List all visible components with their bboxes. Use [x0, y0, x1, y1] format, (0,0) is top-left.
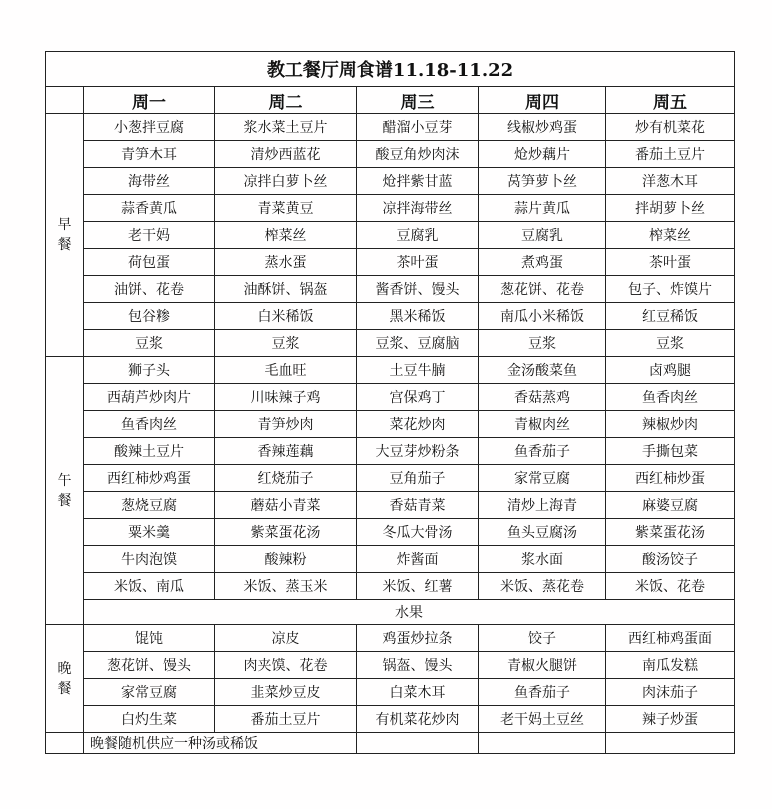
- day-header-row: [46, 87, 735, 114]
- menu-item: 酸辣粉: [215, 546, 357, 573]
- menu-item: 锅盔、馒头: [357, 652, 479, 679]
- menu-item: 煮鸡蛋: [479, 249, 606, 276]
- menu-item: 肉沫茄子: [606, 679, 735, 706]
- menu-item: 红豆稀饭: [606, 303, 735, 330]
- lunch-row: [46, 573, 735, 600]
- day-header-thu: 周四: [479, 87, 606, 114]
- menu-item: 鱼香肉丝: [606, 384, 735, 411]
- menu-item: 老干妈: [84, 222, 215, 249]
- breakfast-row: [46, 222, 735, 249]
- lunch-row: [46, 357, 735, 384]
- menu-item: 冬瓜大骨汤: [357, 519, 479, 546]
- breakfast-label-char: 早: [57, 217, 72, 233]
- footnote-empty-cell: [357, 733, 479, 754]
- menu-item: 麻婆豆腐: [606, 492, 735, 519]
- menu-item: 红烧茄子: [215, 465, 357, 492]
- menu-item: 肉夹馍、花卷: [215, 652, 357, 679]
- menu-item: 榨菜丝: [606, 222, 735, 249]
- footnote-empty-cell: [479, 733, 606, 754]
- lunch-row: [46, 492, 735, 519]
- dinner-row: [46, 652, 735, 679]
- menu-item: 青笋木耳: [84, 141, 215, 168]
- menu-item: 线椒炒鸡蛋: [479, 114, 606, 141]
- menu-item: 清炒上海青: [479, 492, 606, 519]
- menu-item: 辣椒炒肉: [606, 411, 735, 438]
- menu-item: 家常豆腐: [479, 465, 606, 492]
- lunch-label-char: 午: [57, 472, 72, 489]
- lunch-label-char: 餐: [57, 492, 72, 509]
- day-header-fri: 周五: [606, 87, 735, 114]
- menu-item: 狮子头: [84, 357, 215, 384]
- menu-item: 油酥饼、锅盔: [215, 276, 357, 303]
- menu-item: 酸辣土豆片: [84, 438, 215, 465]
- title-row: [46, 52, 735, 87]
- menu-item: 米饭、红薯: [357, 573, 479, 600]
- menu-item: 老干妈土豆丝: [479, 706, 606, 733]
- lunch-row: [46, 546, 735, 573]
- menu-item: 香菇青菜: [357, 492, 479, 519]
- menu-item: 紫菜蛋花汤: [606, 519, 735, 546]
- menu-item: 豆浆: [606, 330, 735, 357]
- menu-item: 茶叶蛋: [606, 249, 735, 276]
- menu-item: 浆水菜土豆片: [215, 114, 357, 141]
- menu-item: 西红柿鸡蛋面: [606, 625, 735, 652]
- lunch-row: [46, 519, 735, 546]
- menu-item: 川味辣子鸡: [215, 384, 357, 411]
- menu-item: 小葱拌豆腐: [84, 114, 215, 141]
- menu-item: 卤鸡腿: [606, 357, 735, 384]
- menu-item: 豆角茄子: [357, 465, 479, 492]
- menu-item: 蒜片黄瓜: [479, 195, 606, 222]
- menu-item: 酸汤饺子: [606, 546, 735, 573]
- lunch-extra-row: [46, 600, 735, 625]
- weekly-menu-table: [45, 51, 735, 754]
- menu-item: 韭菜炒豆皮: [215, 679, 357, 706]
- breakfast-label: [46, 114, 84, 357]
- menu-item: 西红柿炒鸡蛋: [84, 465, 215, 492]
- menu-item: 凉拌海带丝: [357, 195, 479, 222]
- menu-item: 浆水面: [479, 546, 606, 573]
- menu-item: 葱花饼、花卷: [479, 276, 606, 303]
- dinner-label-char: 餐: [57, 680, 72, 697]
- dinner-row: [46, 706, 735, 733]
- menu-item: 鱼头豆腐汤: [479, 519, 606, 546]
- menu-item: 莴笋萝卜丝: [479, 168, 606, 195]
- menu-item: 牛肉泡馍: [84, 546, 215, 573]
- menu-item: 洋葱木耳: [606, 168, 735, 195]
- menu-item: 宫保鸡丁: [357, 384, 479, 411]
- menu-item: 白米稀饭: [215, 303, 357, 330]
- menu-item: 鱼香肉丝: [84, 411, 215, 438]
- footnote-row: [46, 733, 735, 754]
- menu-item: 蒸水蛋: [215, 249, 357, 276]
- menu-item: 葱花饼、馒头: [84, 652, 215, 679]
- menu-item: 家常豆腐: [84, 679, 215, 706]
- menu-item: 紫菜蛋花汤: [215, 519, 357, 546]
- lunch-row: [46, 411, 735, 438]
- menu-item: 白灼生菜: [84, 706, 215, 733]
- menu-item: 毛血旺: [215, 357, 357, 384]
- lunch-row: [46, 384, 735, 411]
- breakfast-row: [46, 276, 735, 303]
- day-header-tue: 周二: [215, 87, 357, 114]
- menu-item: 鱼香茄子: [479, 438, 606, 465]
- menu-item: 葱烧豆腐: [84, 492, 215, 519]
- footnote-blank-cell: [46, 733, 84, 754]
- menu-item: 辣子炒蛋: [606, 706, 735, 733]
- menu-item: 西葫芦炒肉片: [84, 384, 215, 411]
- menu-item: 海带丝: [84, 168, 215, 195]
- menu-item: 米饭、南瓜: [84, 573, 215, 600]
- menu-item: 南瓜小米稀饭: [479, 303, 606, 330]
- menu-item: 香菇蒸鸡: [479, 384, 606, 411]
- menu-item: 炝炒藕片: [479, 141, 606, 168]
- footnote-empty-cell: [606, 733, 735, 754]
- menu-item: 凉拌白萝卜丝: [215, 168, 357, 195]
- fruit-cell: 水果: [84, 600, 735, 625]
- menu-item: 清炒西蓝花: [215, 141, 357, 168]
- menu-item: 青椒肉丝: [479, 411, 606, 438]
- menu-item: 番茄土豆片: [606, 141, 735, 168]
- lunch-row: [46, 438, 735, 465]
- menu-item: 醋溜小豆芽: [357, 114, 479, 141]
- breakfast-row: [46, 303, 735, 330]
- breakfast-row: [46, 249, 735, 276]
- menu-item: 番茄土豆片: [215, 706, 357, 733]
- menu-item: 荷包蛋: [84, 249, 215, 276]
- menu-item: 西红柿炒蛋: [606, 465, 735, 492]
- menu-item: 馄饨: [84, 625, 215, 652]
- menu-item: 包子、炸馍片: [606, 276, 735, 303]
- menu-item: 金汤酸菜鱼: [479, 357, 606, 384]
- menu-item: 米饭、蒸玉米: [215, 573, 357, 600]
- dinner-footnote: 晚餐随机供应一种汤或稀饭: [84, 733, 357, 754]
- menu-item: 米饭、花卷: [606, 573, 735, 600]
- breakfast-row: [46, 330, 735, 357]
- menu-item: 青椒火腿饼: [479, 652, 606, 679]
- breakfast-row: [46, 141, 735, 168]
- menu-item: 白菜木耳: [357, 679, 479, 706]
- menu-item: 酱香饼、馒头: [357, 276, 479, 303]
- menu-item: 油饼、花卷: [84, 276, 215, 303]
- dinner-row: [46, 679, 735, 706]
- menu-item: 炸酱面: [357, 546, 479, 573]
- menu-item: 土豆牛腩: [357, 357, 479, 384]
- dinner-row: [46, 625, 735, 652]
- menu-item: 青笋炒肉: [215, 411, 357, 438]
- menu-item: 凉皮: [215, 625, 357, 652]
- breakfast-row: [46, 195, 735, 222]
- menu-item: 青菜黄豆: [215, 195, 357, 222]
- menu-item: 拌胡萝卜丝: [606, 195, 735, 222]
- breakfast-row: [46, 168, 735, 195]
- menu-item: 豆浆、豆腐脑: [357, 330, 479, 357]
- menu-item: 豆浆: [479, 330, 606, 357]
- menu-item: 鸡蛋炒拉条: [357, 625, 479, 652]
- corner-cell: [46, 87, 84, 114]
- menu-item: 榨菜丝: [215, 222, 357, 249]
- menu-item: 炝拌紫甘蓝: [357, 168, 479, 195]
- menu-item: 黑米稀饭: [357, 303, 479, 330]
- menu-item: 南瓜发糕: [606, 652, 735, 679]
- menu-item: 炒有机菜花: [606, 114, 735, 141]
- menu-item: 茶叶蛋: [357, 249, 479, 276]
- menu-item: 菜花炒肉: [357, 411, 479, 438]
- menu-item: 粟米羹: [84, 519, 215, 546]
- menu-item: 酸豆角炒肉沫: [357, 141, 479, 168]
- menu-item: 饺子: [479, 625, 606, 652]
- menu-item: 香辣莲藕: [215, 438, 357, 465]
- dinner-label-char: 晚: [57, 660, 72, 677]
- menu-item: 豆浆: [84, 330, 215, 357]
- menu-item: 有机菜花炒肉: [357, 706, 479, 733]
- menu-item: 手撕包菜: [606, 438, 735, 465]
- menu-item: 包谷糁: [84, 303, 215, 330]
- day-header-wed: 周三: [357, 87, 479, 114]
- dinner-label: [46, 625, 84, 733]
- menu-item: 蒜香黄瓜: [84, 195, 215, 222]
- menu-item: 大豆芽炒粉条: [357, 438, 479, 465]
- menu-title: 教工餐厅周食谱11.18-11.22: [46, 52, 735, 87]
- lunch-row: [46, 465, 735, 492]
- day-header-mon: 周一: [84, 87, 215, 114]
- breakfast-label-char: 餐: [57, 237, 72, 253]
- breakfast-row: [46, 114, 735, 141]
- menu-item: 鱼香茄子: [479, 679, 606, 706]
- menu-item: 豆腐乳: [479, 222, 606, 249]
- menu-item: 米饭、蒸花卷: [479, 573, 606, 600]
- menu-item: 蘑菇小青菜: [215, 492, 357, 519]
- menu-item: 豆腐乳: [357, 222, 479, 249]
- menu-item: 豆浆: [215, 330, 357, 357]
- lunch-label: [46, 357, 84, 625]
